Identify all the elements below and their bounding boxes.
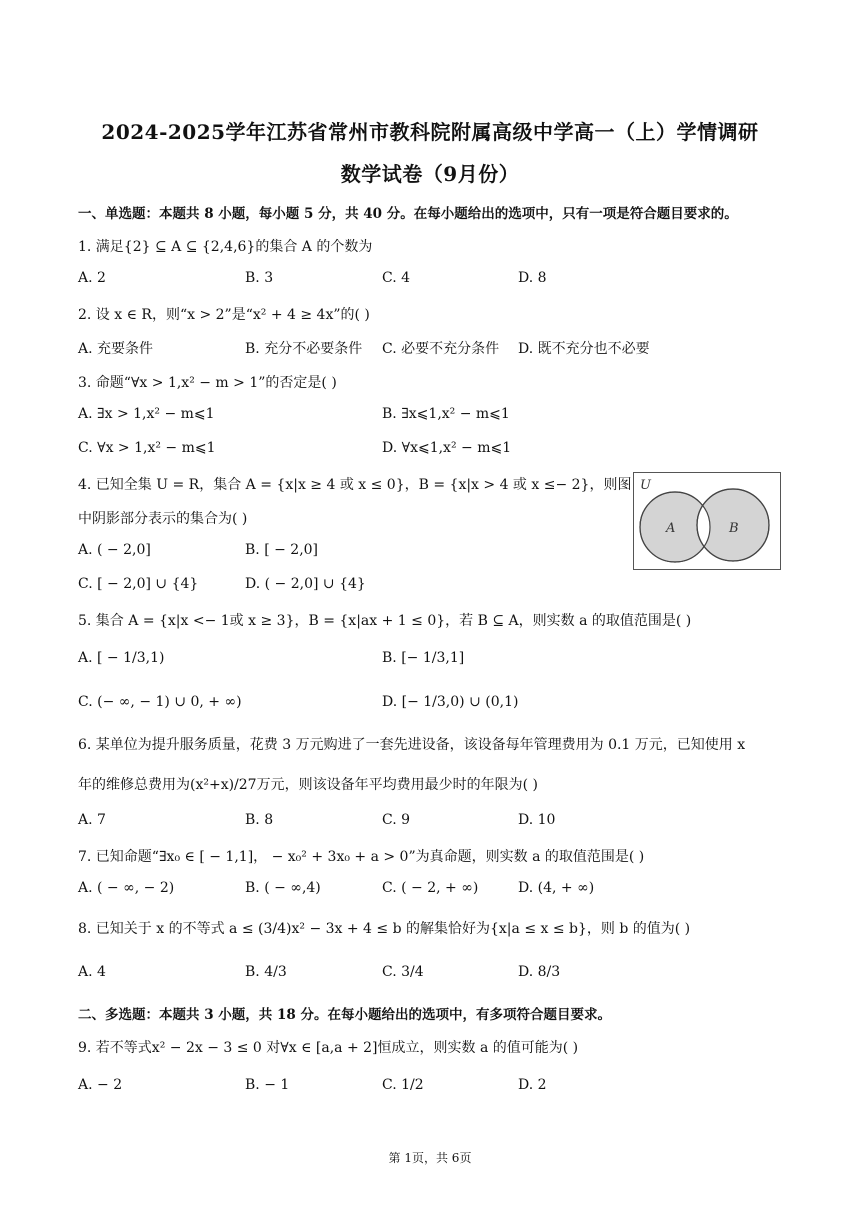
question-8-option-b: B. 4/3 [245,964,287,980]
question-9-option-b: B. − 1 [245,1077,290,1093]
venn-diagram [633,472,781,570]
question-8-option-c: C. 3/4 [382,964,424,980]
question-8-option-a: A. 4 [78,964,106,980]
question-1-option-d: D. 8 [518,270,547,286]
question-5-option-c: C. (− ∞, − 1) ∪ 0, + ∞) [78,694,242,710]
question-3-option-a: A. ∃x > 1,x² − m⩽1 [78,406,215,422]
question-4-option-d: D. ( − 2,0] ∪ {4} [245,576,366,592]
question-2-option-d: D. 既不充分也不必要 [518,341,650,357]
question-6-stem-line1: 6. 某单位为提升服务质量，花费 3 万元购进了一套先进设备，该设备每年管理费用为 0.1 万元，已知使用 x [78,737,746,753]
question-8-option-d: D. 8/3 [518,964,561,980]
question-9-stem: 9. 若不等式x² − 2x − 3 ≤ 0 对∀x ∈ [a,a + 2]恒成立，则实数 a 的值可能为( ) [78,1040,579,1056]
question-5-stem: 5. 集合 A = {x|x <− 1或 x ≥ 3}，B = {x|ax + 1 ≤ 0}，若 B ⊆ A，则实数 a 的取值范围是( ) [78,613,692,629]
question-6-stem-line2: 年的维修总费用为(x²+x)/27万元，则该设备年平均费用最少时的年限为( ) [78,777,538,793]
question-4-option-b: B. [ − 2,0] [245,542,319,558]
venn-label-u: U [640,478,651,493]
section-multiple-choice-header: 二、多选题：本题共 3 小题，共 18 分。在每小题给出的选项中，有多项符合题目要求。 [78,1007,611,1023]
question-3-stem: 3. 命题“∀x > 1,x² − m > 1”的否定是( ) [78,375,337,391]
question-7-option-a: A. ( − ∞, − 2) [78,880,175,896]
question-9-option-a: A. − 2 [78,1077,123,1093]
question-6-option-b: B. 8 [245,812,274,828]
question-8-stem: 8. 已知关于 x 的不等式 a ≤ (3/4)x² − 3x + 4 ≤ b 的解集恰好为{x|a ≤ x ≤ b}，则 b 的值为( ) [78,921,691,937]
question-1-option-c: C. 4 [382,270,411,286]
question-1-option-a: A. 2 [78,270,106,286]
exam-title-line2: 数学试卷（9月份） [340,162,520,186]
question-6-option-c: C. 9 [382,812,411,828]
question-9-option-d: D. 2 [518,1077,547,1093]
question-3-option-d: D. ∀x⩽1,x² − m⩽1 [382,440,512,456]
question-6-option-a: A. 7 [78,812,106,828]
question-7-option-c: C. ( − 2, + ∞) [382,880,479,896]
question-2-option-c: C. 必要不充分条件 [382,341,500,357]
question-1-stem: 1. 满足{2} ⊆ A ⊆ {2,4,6}的集合 A 的个数为 [78,239,373,255]
page-footer: 第 1页，共 6页 [388,1151,472,1165]
question-7-stem: 7. 已知命题“∃x₀ ∈ [ − 1,1]， − x₀² + 3x₀ + a > 0”为真命题，则实数 a 的取值范围是( ) [78,849,645,865]
question-4-stem-line1: 4. 已知全集 U = R，集合 A = {x|x ≥ 4 或 x ≤ 0}，B = {x|x > 4 或 x ≤− 2}，则图 [78,477,632,493]
question-7-option-b: B. ( − ∞,4) [245,880,321,896]
venn-label-b: B [729,521,739,536]
question-2-option-a: A. 充要条件 [78,341,154,357]
question-2-stem: 2. 设 x ∈ R，则“x > 2”是“x² + 4 ≥ 4x”的( ) [78,307,370,323]
section-single-choice-header: 一、单选题：本题共 8 小题，每小题 5 分，共 40 分。在每小题给出的选项中，只有一项是符合题目要求的。 [78,206,738,222]
question-7-option-d: D. (4, + ∞) [518,880,595,896]
question-5-option-a: A. [ − 1/3,1) [78,650,165,666]
question-4-option-c: C. [ − 2,0] ∪ {4} [78,576,199,592]
question-9-option-c: C. 1/2 [382,1077,424,1093]
question-3-option-b: B. ∃x⩽1,x² − m⩽1 [382,406,510,422]
question-2-option-b: B. 充分不必要条件 [245,341,363,357]
question-6-option-d: D. 10 [518,812,556,828]
question-5-option-b: B. [− 1/3,1] [382,650,465,666]
exam-title-line1: 2024-2025学年江苏省常州市教科院附属高级中学高一（上）学情调研 [101,120,759,144]
question-5-option-d: D. [− 1/3,0) ∪ (0,1) [382,694,519,710]
question-4-stem-line2: 中阴影部分表示的集合为( ) [78,511,248,527]
question-3-option-c: C. ∀x > 1,x² − m⩽1 [78,440,216,456]
question-1-option-b: B. 3 [245,270,274,286]
question-4-option-a: A. ( − 2,0] [78,542,151,558]
venn-label-a: A [666,521,676,536]
